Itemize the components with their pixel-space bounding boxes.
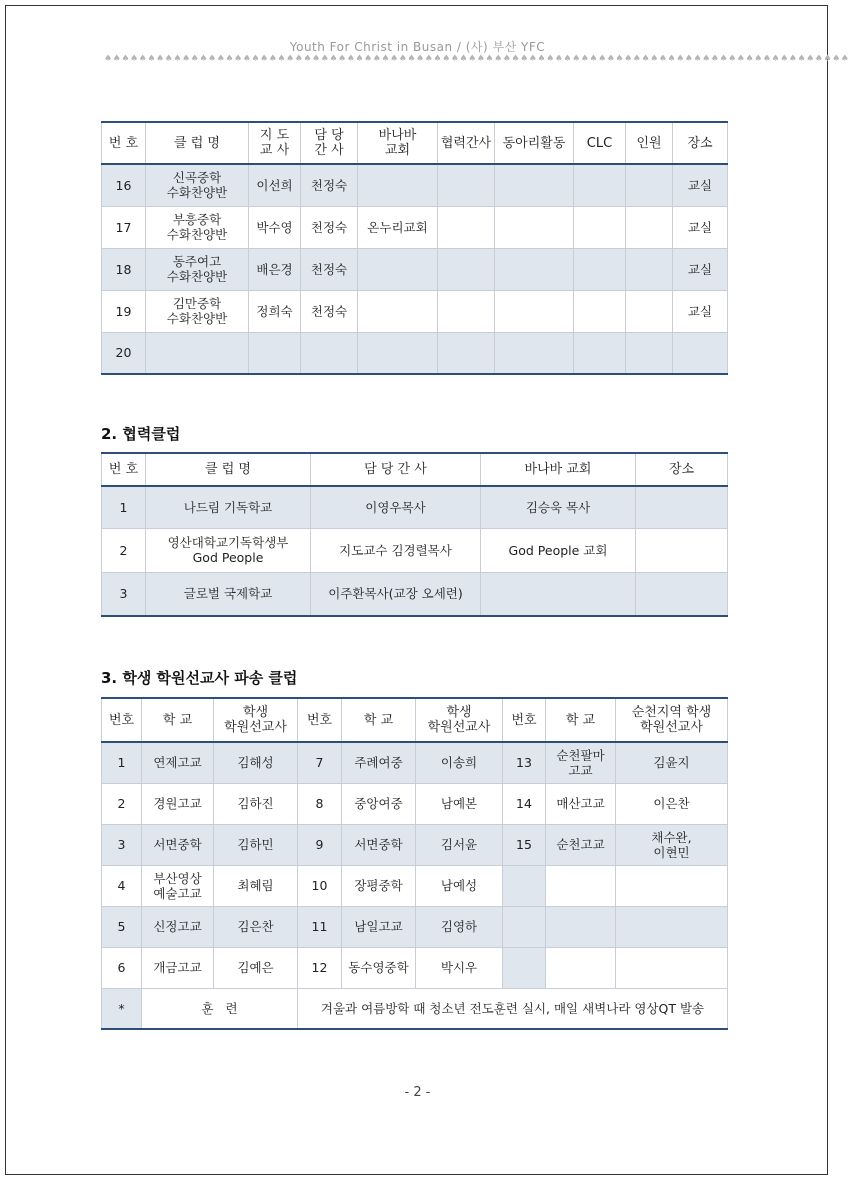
cell: 김해성 xyxy=(214,742,298,783)
cell: 16 xyxy=(102,164,146,206)
cell: 천정숙 xyxy=(301,164,358,206)
header-cell: 번호 xyxy=(102,698,142,742)
cell: 1 xyxy=(102,486,146,528)
cell xyxy=(636,572,728,616)
cell xyxy=(574,206,626,248)
table-row xyxy=(102,783,728,824)
student-missionary-table xyxy=(101,697,728,1030)
cell xyxy=(574,164,626,206)
footer-mark: * xyxy=(102,988,142,1029)
table-row xyxy=(102,248,728,290)
cell: 정희숙 xyxy=(249,290,301,332)
header-cell: 순천지역 학생 학원선교사 xyxy=(616,698,728,742)
cell: 천정숙 xyxy=(301,290,358,332)
cell: 영산대학교기독학생부 God People xyxy=(146,528,311,572)
cell xyxy=(574,290,626,332)
header-diamond-rule: ♠♠♠♠♠♠♠♠♠♠♠♠♠♠♠♠♠♠♠♠♠♠♠♠♠♠♠♠♠♠♠♠♠♠♠♠♠♠♠♠♠♠♠♠♠♠♠♠♠♠♠♠♠♠♠♠♠♠♠♠♠♠♠♠♠♠♠♠♠♠♠♠♠♠♠♠♠♠♠♠♠♠♠♠♠♠ xyxy=(104,54,849,64)
header-cell: 장소 xyxy=(673,122,728,164)
header-cell: CLC xyxy=(574,122,626,164)
header-cell: 번 호 xyxy=(102,453,146,486)
cell xyxy=(438,290,495,332)
cell xyxy=(301,332,358,374)
header-cell: 담 당 간 사 xyxy=(301,122,358,164)
cell: 신정고교 xyxy=(142,906,214,947)
header-cell: 바나바 교회 xyxy=(358,122,438,164)
cell xyxy=(495,164,574,206)
cell: 김만중학 수화찬양반 xyxy=(146,290,249,332)
table-row xyxy=(102,824,728,865)
cell: 장평중학 xyxy=(342,865,416,906)
cell xyxy=(358,332,438,374)
table-footer-row xyxy=(102,988,728,1029)
cell: 매산고교 xyxy=(546,783,616,824)
cell xyxy=(438,206,495,248)
cell xyxy=(503,865,546,906)
cell: 김하진 xyxy=(214,783,298,824)
cell: 18 xyxy=(102,248,146,290)
table-row xyxy=(102,906,728,947)
cell xyxy=(438,332,495,374)
cell: 3 xyxy=(102,572,146,616)
cell: 14 xyxy=(503,783,546,824)
header-cell: 동아리활동 xyxy=(495,122,574,164)
cell xyxy=(358,164,438,206)
cell: 이은찬 xyxy=(616,783,728,824)
cell: 이영우목사 xyxy=(311,486,481,528)
cell: 13 xyxy=(503,742,546,783)
cell: 순천고교 xyxy=(546,824,616,865)
cell: 3 xyxy=(102,824,142,865)
cell: 천정숙 xyxy=(301,206,358,248)
table-row xyxy=(102,206,728,248)
cell xyxy=(626,164,673,206)
cell xyxy=(616,906,728,947)
cell: 김승욱 목사 xyxy=(481,486,636,528)
section-title-2: 2. 협력클럽 xyxy=(101,425,181,443)
cell xyxy=(626,206,673,248)
partner-club-table xyxy=(101,452,728,617)
cell: 17 xyxy=(102,206,146,248)
cell: 교실 xyxy=(673,290,728,332)
table-row xyxy=(102,572,728,616)
table-row xyxy=(102,332,728,374)
cell xyxy=(626,332,673,374)
cell: 온누리교회 xyxy=(358,206,438,248)
cell: 남예본 xyxy=(416,783,503,824)
header-cell: 인원 xyxy=(626,122,673,164)
cell xyxy=(438,248,495,290)
cell: 15 xyxy=(503,824,546,865)
cell: 순천팔마 고교 xyxy=(546,742,616,783)
cell: 박수영 xyxy=(249,206,301,248)
cell: 20 xyxy=(102,332,146,374)
cell: 중앙여중 xyxy=(342,783,416,824)
cell: 김영하 xyxy=(416,906,503,947)
cell xyxy=(495,332,574,374)
cell: 2 xyxy=(102,783,142,824)
cell: 글로벌 국제학교 xyxy=(146,572,311,616)
cell: 연제고교 xyxy=(142,742,214,783)
cell: 최혜림 xyxy=(214,865,298,906)
cell xyxy=(503,906,546,947)
table-row xyxy=(102,486,728,528)
header-cell: 학생 학원선교사 xyxy=(214,698,298,742)
cell: 동수영중학 xyxy=(342,947,416,988)
cell xyxy=(438,164,495,206)
header-cell: 협력간사 xyxy=(438,122,495,164)
section-title-3: 3. 학생 학원선교사 파송 클럽 xyxy=(101,669,298,687)
cell xyxy=(249,332,301,374)
header-cell: 지 도 교 사 xyxy=(249,122,301,164)
table-row xyxy=(102,290,728,332)
page-number: - 2 - xyxy=(404,1085,431,1100)
cell: 교실 xyxy=(673,248,728,290)
header-cell: 번호 xyxy=(503,698,546,742)
table-row xyxy=(102,742,728,783)
cell: 1 xyxy=(102,742,142,783)
cell xyxy=(673,332,728,374)
header-cell: 학 교 xyxy=(546,698,616,742)
cell: God People 교회 xyxy=(481,528,636,572)
cell: 김예은 xyxy=(214,947,298,988)
header-cell: 장소 xyxy=(636,453,728,486)
cell xyxy=(636,486,728,528)
cell: 7 xyxy=(298,742,342,783)
cell: 남예성 xyxy=(416,865,503,906)
cell: 채수완, 이현민 xyxy=(616,824,728,865)
cell: 개금고교 xyxy=(142,947,214,988)
table-row xyxy=(102,164,728,206)
cell: 2 xyxy=(102,528,146,572)
cell xyxy=(358,290,438,332)
cell xyxy=(574,332,626,374)
header-cell: 클 럽 명 xyxy=(146,122,249,164)
table-row xyxy=(102,947,728,988)
cell: 경원고교 xyxy=(142,783,214,824)
cell xyxy=(481,572,636,616)
cell: 배은경 xyxy=(249,248,301,290)
cell: 이주환목사(교장 오세련) xyxy=(311,572,481,616)
header-title: Youth For Christ in Busan / (사) 부산 YFC xyxy=(289,40,546,54)
header-cell: 학생 학원선교사 xyxy=(416,698,503,742)
table-row xyxy=(102,528,728,572)
cell: 교실 xyxy=(673,164,728,206)
club-table-1 xyxy=(101,121,728,375)
cell: 나드림 기독학교 xyxy=(146,486,311,528)
cell: 남일고교 xyxy=(342,906,416,947)
cell: 교실 xyxy=(673,206,728,248)
cell xyxy=(616,865,728,906)
header-cell: 클 럽 명 xyxy=(146,453,311,486)
cell xyxy=(546,865,616,906)
cell xyxy=(495,248,574,290)
cell: 박시우 xyxy=(416,947,503,988)
header-cell: 번 호 xyxy=(102,122,146,164)
cell xyxy=(574,248,626,290)
cell xyxy=(546,906,616,947)
cell xyxy=(626,248,673,290)
cell: 이선희 xyxy=(249,164,301,206)
cell: 서면중학 xyxy=(142,824,214,865)
cell xyxy=(503,947,546,988)
cell: 6 xyxy=(102,947,142,988)
cell: 김하민 xyxy=(214,824,298,865)
header-cell: 학 교 xyxy=(342,698,416,742)
cell xyxy=(146,332,249,374)
cell: 주례여중 xyxy=(342,742,416,783)
cell xyxy=(626,290,673,332)
cell: 11 xyxy=(298,906,342,947)
header-cell: 번호 xyxy=(298,698,342,742)
cell: 신곡중학 수화찬양반 xyxy=(146,164,249,206)
cell: 12 xyxy=(298,947,342,988)
cell: 9 xyxy=(298,824,342,865)
cell: 19 xyxy=(102,290,146,332)
cell: 김서윤 xyxy=(416,824,503,865)
header-cell: 담 당 간 사 xyxy=(311,453,481,486)
cell xyxy=(495,206,574,248)
cell xyxy=(616,947,728,988)
cell: 김윤지 xyxy=(616,742,728,783)
header-cell: 바나바 교회 xyxy=(481,453,636,486)
footer-label: 훈 련 xyxy=(142,988,298,1029)
table-row xyxy=(102,865,728,906)
cell xyxy=(358,248,438,290)
footer-text: 겨울과 여름방학 때 청소년 전도훈련 실시, 매일 새벽나라 영상QT 발송 xyxy=(298,988,728,1029)
cell xyxy=(495,290,574,332)
cell: 5 xyxy=(102,906,142,947)
cell: 동주여고 수화찬양반 xyxy=(146,248,249,290)
cell: 10 xyxy=(298,865,342,906)
cell: 8 xyxy=(298,783,342,824)
cell xyxy=(636,528,728,572)
cell: 이송희 xyxy=(416,742,503,783)
cell: 김은찬 xyxy=(214,906,298,947)
cell: 4 xyxy=(102,865,142,906)
cell: 천정숙 xyxy=(301,248,358,290)
cell: 부흥중학 수화찬양반 xyxy=(146,206,249,248)
header-cell: 학 교 xyxy=(142,698,214,742)
cell xyxy=(546,947,616,988)
cell: 지도교수 김경렬목사 xyxy=(311,528,481,572)
cell: 부산영상 예술고교 xyxy=(142,865,214,906)
cell: 서면중학 xyxy=(342,824,416,865)
